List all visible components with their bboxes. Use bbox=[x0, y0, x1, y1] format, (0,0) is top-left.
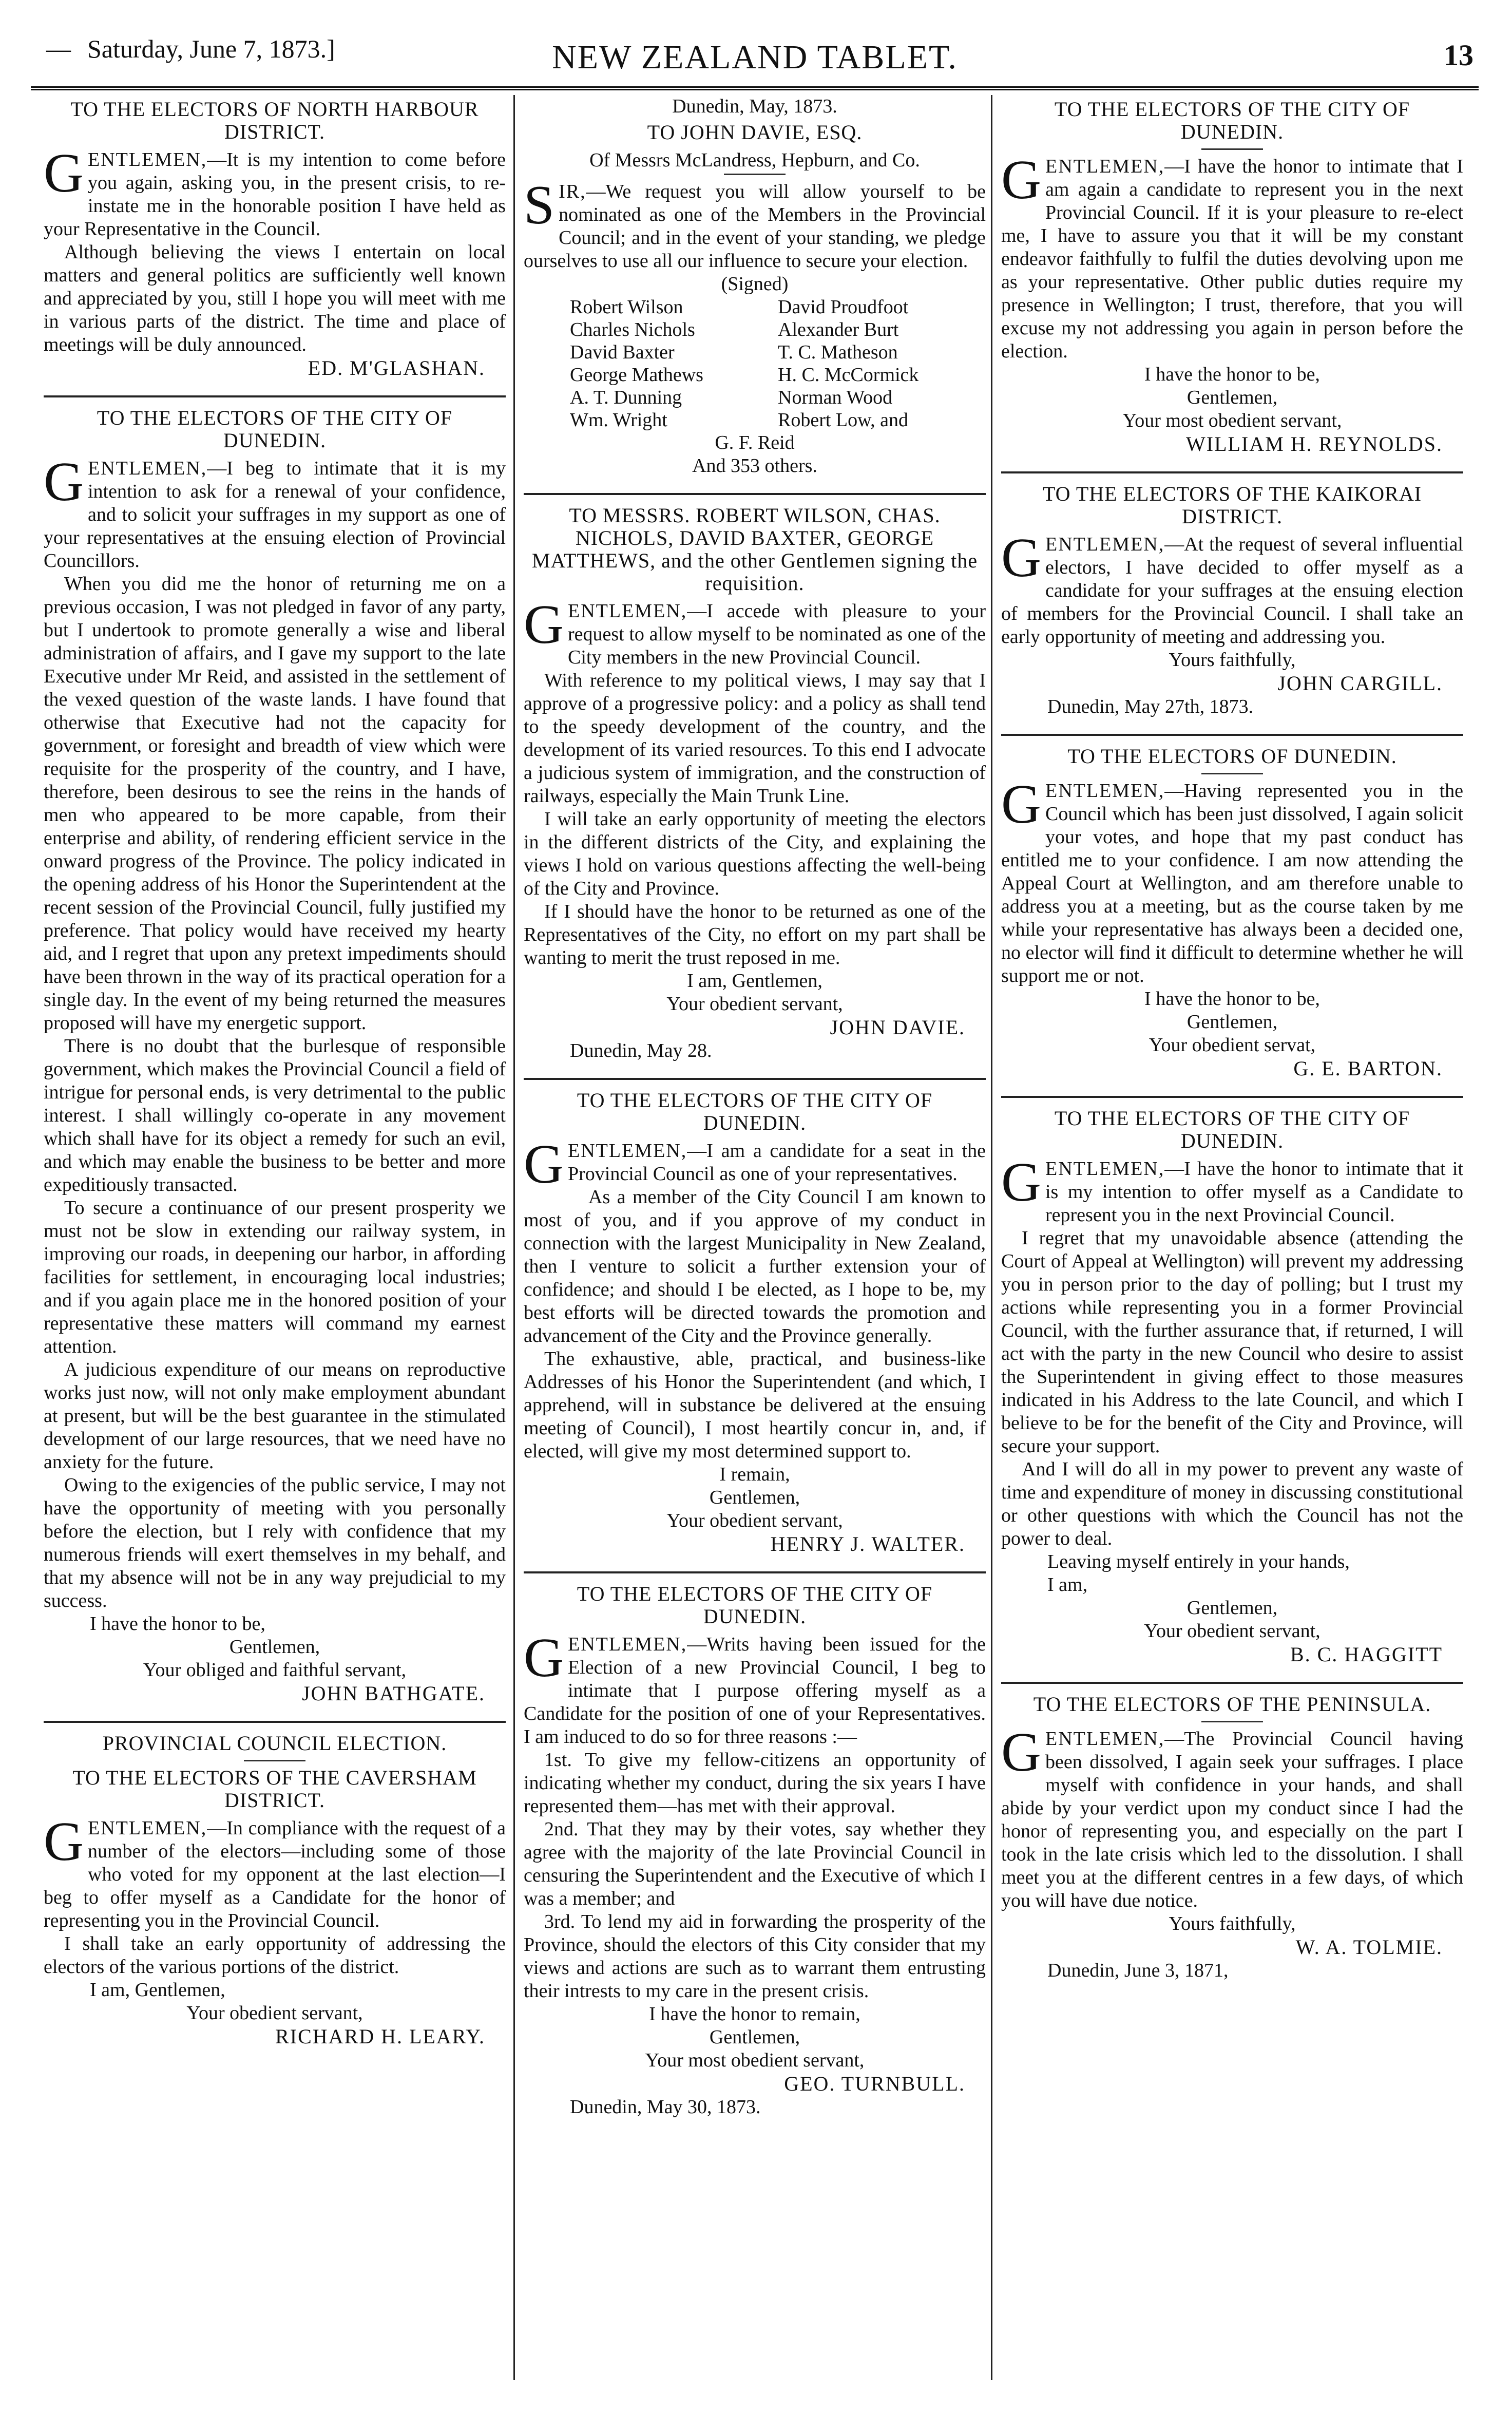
advert-paragraph: GENTLEMEN,—I beg to intimate that it is my intention to ask for a renewal of your confidence, and to solicit your suffrages in my support as one of your representatives at the ensuing election of Provincial Councillors. bbox=[44, 451, 506, 572]
advert-paragraph: GENTLEMEN,—I am a candidate for a seat in the Provincial Council as one of your representatives. bbox=[524, 1134, 986, 1195]
closing-line: Gentlemen, bbox=[709, 2026, 800, 2048]
advert-heading: PROVINCIAL COUNCIL ELECTION. bbox=[102, 1732, 447, 1755]
short-rule bbox=[724, 174, 786, 175]
advert-heading: TO THE ELECTORS OF THE CITY OF DUNEDIN. bbox=[1054, 1107, 1410, 1152]
closing-line: Your most obedient servant, bbox=[1122, 410, 1342, 431]
closing-line: Your most obedient servant, bbox=[645, 2050, 865, 2071]
advert-heading: TO THE ELECTORS OF THE CITY OF DUNEDIN. bbox=[577, 1089, 933, 1134]
advert-paragraph: And I will do all in my power to prevent any waste of time and expenditure of money in discussing constitutional or other questions with which the Council has not the power to deal. bbox=[1001, 1458, 1463, 1549]
advert-separator bbox=[524, 1078, 986, 1080]
masthead bbox=[31, 21, 1479, 92]
signatory: A. T. Dunning bbox=[570, 387, 682, 408]
issue-date: Saturday, June 7, 1873.] bbox=[87, 34, 335, 63]
advert-heading: TO THE ELECTORS OF THE PENINSULA. bbox=[1033, 1693, 1431, 1716]
closing-line: Your obedient servant, bbox=[186, 2002, 363, 2024]
closing-line: I am, bbox=[1047, 1574, 1088, 1596]
short-rule bbox=[1201, 1721, 1263, 1722]
advert-tolmie bbox=[1001, 1693, 1463, 1982]
advert-paragraph: A judicious expenditure of our means on reproductive works just now, will not only make employment abundant at present, but will be the best guarantee in the stimulated development of our large resources, that we need have no anxiety for the future. bbox=[44, 1359, 506, 1473]
drop-cap: G bbox=[524, 1134, 564, 1195]
closing-line: I am, Gentlemen, bbox=[90, 1979, 225, 2001]
advert-paragraph: To secure a continuance of our present prosperity we must not be slow in extending our railway system, in improving our roads, in deepening our harbor, in affording facilities for settlement, in encouraging local industries; and if you again place me in the honored position of your representative these matters will command my earnest attention. bbox=[44, 1197, 506, 1357]
advert-paragraph: I regret that my unavoidable absence (attending the Court of Appeal at Wellington) will prevent my addressing you in person prior to the day of polling; but I trust my actions while representing you in a former Provincial Council, with the further assurance that, if returned, I will act with the party in the new Council who desire to assist the Superintendent in giving effect to those measures indicated in his Address to the late Council, and which I believe to be for the benefit of the City and Province, will secure your support. bbox=[1001, 1227, 1463, 1457]
closing-line: Yours faithfully, bbox=[1169, 1913, 1296, 1934]
advert-paragraph: Although believing the views I entertain on local matters and general politics are sufficiently well known and appreciated by you, still I hope you will meet with me in various parts of the district. The time and place of meetings will be duly announced. bbox=[44, 241, 506, 355]
closing-line: I am, Gentlemen, bbox=[687, 970, 822, 992]
advert-heading: TO THE ELECTORS OF THE CAVERSHAM DISTRICT. bbox=[72, 1766, 477, 1812]
advert-paragraph: GENTLEMEN,—It is my intention to come before you again, asking you, in the present crisis, to re-instate me in the honorable position I have held as your Representative in the Council. bbox=[44, 143, 506, 240]
advert-paragraph: 3rd. To lend my aid in forwarding the prosperity of the Province, should the electors of this City consider that my views and actions are such as to warrant them entrusting their intrests to my care in the present crisis. bbox=[524, 1911, 986, 2002]
signature: W. A. TOLMIE. bbox=[1295, 1935, 1443, 1959]
closing-line: Gentlemen, bbox=[709, 1487, 800, 1508]
advert-paragraph: GENTLEMEN,—The Provincial Council having been dissolved, I again seek your suffrages. I place myself with confidence in your hands, and shall abide by your verdict upon my conduct since I had the honor of representing you, and especially on the part I took in the late crisis which led to the dissolution. I shall meet you at the different centres in a few days, of which you will have due notice. bbox=[1001, 1722, 1463, 1911]
closing-line: Gentlemen, bbox=[1186, 387, 1278, 408]
page-number: 13 bbox=[1444, 39, 1473, 72]
advert-paragraph: GENTLEMEN,—I accede with pleasure to your request to allow myself to be nominated as one of the City members in the new Provincial Council. bbox=[524, 594, 986, 668]
advert-paragraph: 1st. To give my fellow-citizens an opportunity of indicating whether my conduct, during the six years I have represented them—has met with their approval. bbox=[524, 1749, 986, 1817]
signatory-count: And 353 others. bbox=[692, 455, 817, 477]
signatory: H. C. McCormick bbox=[778, 364, 919, 386]
drop-cap: G bbox=[44, 451, 84, 513]
signature: JOHN CARGILL. bbox=[1277, 672, 1443, 695]
advert-bathgate bbox=[44, 407, 506, 1705]
advert-heading: TO THE ELECTORS OF THE CITY OF DUNEDIN. bbox=[1054, 98, 1410, 143]
closing-line: I have the honor to remain, bbox=[649, 2003, 860, 2025]
signatory: Norman Wood bbox=[778, 387, 893, 408]
signature: WILLIAM H. REYNOLDS. bbox=[1186, 432, 1443, 456]
column-divider bbox=[513, 95, 515, 2380]
advert-heading: TO THE ELECTORS OF DUNEDIN. bbox=[1067, 745, 1397, 768]
drop-cap: G bbox=[1001, 774, 1041, 835]
advert-paragraph: SIR,—We request you will allow yourself to be nominated as one of the Members in the Provincial Council; and in the event of your standing, we pledge ourselves to use all our influence to secure your election. bbox=[524, 175, 986, 272]
advert-separator bbox=[1001, 734, 1463, 736]
advert-subheading: Of Messrs McLandress, Hepburn, and Co. bbox=[589, 149, 920, 171]
closing-line: Your obedient servant, bbox=[666, 993, 843, 1015]
closing-line: Your obedient servant, bbox=[1144, 1620, 1320, 1642]
advert-paragraph: 2nd. That they may by their votes, say whether they agree with the majority of the late Provincial Council in censuring the Superintendent and the Executive of which I was a member; and bbox=[524, 1818, 986, 1909]
advert-heading: TO THE ELECTORS OF THE KAIKORAI DISTRICT. bbox=[1042, 482, 1422, 528]
advert-heading: TO THE ELECTORS OF THE CITY OF DUNEDIN. bbox=[97, 406, 453, 452]
drop-cap: G bbox=[44, 143, 84, 204]
column-2 bbox=[524, 95, 986, 2134]
signatory: David Proudfoot bbox=[778, 296, 909, 318]
advert-separator bbox=[1001, 1096, 1463, 1098]
drop-cap: G bbox=[1001, 1152, 1041, 1213]
column-3 bbox=[1001, 95, 1463, 1998]
advert-paragraph: Owing to the exigencies of the public service, I may not have the opportunity of meeting with you personally before the election, but I rely with confidence that my numerous friends will exert themselves in my behalf, and that my absence will not be in any way prejudicial to my success. bbox=[44, 1474, 506, 1611]
advert-heading: TO MESSRS. ROBERT WILSON, CHAS. NICHOLS, DAVID BAXTER, GEORGE MATTHEWS, and the other Gentlemen signing the requisition. bbox=[531, 504, 978, 595]
closing-line: I have the honor to be, bbox=[1144, 988, 1320, 1010]
newspaper-title: NEW ZEALAND TABLET. bbox=[552, 39, 958, 76]
advert-separator bbox=[524, 493, 986, 495]
signatory: Charles Nichols bbox=[570, 319, 695, 340]
dateline: Dunedin, May 28. bbox=[570, 1040, 712, 1061]
advert-separator bbox=[44, 395, 506, 397]
advert-reynolds bbox=[1001, 98, 1463, 456]
advert-davie-reply bbox=[524, 504, 986, 1062]
closing-line: I have the honor to be, bbox=[90, 1613, 265, 1635]
drop-cap: G bbox=[1001, 527, 1041, 589]
advert-paragraph: GENTLEMEN,—I have the honor to intimate that I am again a candidate to represent you in the next Provincial Council. If it is your pleasure to re-elect me, I have to assure you that it will be my constant endeavor faithfully to fulfil the duties devolving upon me as your representative. Other public duties require my presence in Wellington; I trust, therefore, that you will excuse my not addressing you again in person before the election. bbox=[1001, 149, 1463, 362]
drop-cap: G bbox=[44, 1811, 84, 1872]
advert-separator bbox=[44, 1721, 506, 1723]
advert-walter bbox=[524, 1089, 986, 1556]
signatory: Wm. Wright bbox=[570, 409, 667, 431]
drop-cap: G bbox=[1001, 149, 1041, 211]
signature: ED. M'GLASHAN. bbox=[308, 356, 485, 379]
advert-separator bbox=[524, 1571, 986, 1573]
signature: G. E. BARTON. bbox=[1293, 1057, 1443, 1080]
signature: JOHN BATHGATE. bbox=[302, 1682, 485, 1705]
closing-line: Gentlemen, bbox=[1186, 1011, 1278, 1033]
closing-line: Your obedient servant, bbox=[666, 1510, 843, 1531]
advert-paragraph: If I should have the honor to be returned as one of the Representatives of the City, no effort on my part shall be wanting to merit the trust reposed in me. bbox=[524, 901, 986, 969]
short-rule bbox=[1201, 148, 1263, 150]
signature: JOHN DAVIE. bbox=[830, 1016, 965, 1039]
advert-separator bbox=[1001, 1682, 1463, 1684]
advert-paragraph: GENTLEMEN,—I have the honor to intimate that it is my intention to offer myself as a Candidate to represent you in the next Provincial Council. bbox=[1001, 1152, 1463, 1226]
column-1 bbox=[44, 95, 506, 2064]
advert-heading: TO JOHN DAVIE, ESQ. bbox=[647, 121, 863, 144]
closing-line: Your obliged and faithful servant, bbox=[143, 1659, 407, 1681]
advert-north-harbour bbox=[44, 98, 506, 380]
advert-provincial-election bbox=[44, 1732, 506, 2048]
closing-line: Gentlemen, bbox=[229, 1636, 320, 1658]
drop-cap: S bbox=[524, 175, 555, 236]
dateline: Dunedin, May 27th, 1873. bbox=[1047, 696, 1254, 717]
column-divider bbox=[991, 95, 992, 2380]
advert-separator bbox=[1001, 471, 1463, 473]
closing-line: I have the honor to be, bbox=[1144, 364, 1320, 385]
signatory: George Mathews bbox=[570, 364, 703, 386]
signatory: Alexander Burt bbox=[778, 319, 899, 340]
closing-line: Your obedient servat, bbox=[1149, 1034, 1316, 1056]
advert-heading: TO THE ELECTORS OF THE CITY OF DUNEDIN. bbox=[577, 1582, 933, 1628]
signatory: David Baxter bbox=[570, 341, 675, 363]
advert-requisition-davie bbox=[524, 95, 986, 478]
advert-paragraph: GENTLEMEN,—Writs having been issued for the Election of a new Provincial Council, I beg to intimate that I purpose offering myself as a Candidate for the position of one of your Representatives. I am induced to do so for three reasons :— bbox=[524, 1627, 986, 1748]
advert-haggitt bbox=[1001, 1107, 1463, 1666]
advert-paragraph: GENTLEMEN,—Having represented you in the Council which has been just dissolved, I again solicit your votes, and hope that my past conduct has entitled me to your confidence. I am now attending the Appeal Court at Wellington, and am therefore unable to address you at a meeting, but as the course taken by me while your representative has always been a decided one, no elector will find it difficult to determine whether he will support me or not. bbox=[1001, 774, 1463, 986]
masthead-rule bbox=[31, 86, 1479, 90]
advert-heading: TO THE ELECTORS OF NORTH HARBOUR DISTRICT. bbox=[70, 98, 479, 143]
signatory: Robert Wilson bbox=[570, 296, 683, 318]
closing-line: I remain, bbox=[719, 1464, 790, 1485]
short-rule bbox=[1201, 773, 1263, 774]
signature: GEO. TURNBULL. bbox=[784, 2072, 965, 2095]
advert-paragraph: With reference to my political views, I may say that I approve of a progressive policy: and a policy as shall tend to the speedy development of the country, and the development of its varied resources. To this end I advocate a judicious system of immigration, and the construction of railways, especially the Main Trunk Line. bbox=[524, 670, 986, 807]
signature: HENRY J. WALTER. bbox=[770, 1532, 965, 1555]
signatory: G. F. Reid bbox=[715, 432, 795, 453]
signatory: T. C. Matheson bbox=[778, 341, 898, 363]
advert-paragraph: I shall take an early opportunity of addressing the electors of the various portions of the district. bbox=[44, 1933, 506, 1978]
short-rule bbox=[244, 1760, 305, 1761]
closing-line: Yours faithfully, bbox=[1169, 649, 1296, 671]
signed-label: (Signed) bbox=[721, 273, 789, 295]
dateline: Dunedin, May, 1873. bbox=[672, 96, 837, 117]
signatory: Robert Low, and bbox=[778, 409, 908, 431]
drop-cap: G bbox=[1001, 1722, 1041, 1783]
advert-paragraph: GENTLEMEN,—In compliance with the request of a number of the electors—including some of those who voted for my opponent at the last election—I beg to offer myself as a Candidate for the honor of representing you in the Provincial Council. bbox=[44, 1811, 506, 1931]
dateline: Dunedin, May 30, 1873. bbox=[570, 2096, 761, 2118]
advert-cargill bbox=[1001, 483, 1463, 718]
advert-barton bbox=[1001, 745, 1463, 1080]
advert-paragraph: As a member of the City Council I am known to most of you, and if you approve of my conduct in connection with the largest Municipality in New Zealand, then I venture to solicit a further extension your of confidence; and should I be elected, as I hope to be, my best efforts will be directed towards the promotion and advancement of the City and the Province generally. bbox=[524, 1186, 986, 1346]
advert-paragraph: There is no doubt that the burlesque of responsible government, which makes the Provincial Council a field of intrigue for personal ends, is very detrimental to the public interest. I shall willingly co-operate in any movement which shall have for its object a remedy for such an evil, and which may enable the business to be better and more expeditiously transacted. bbox=[44, 1035, 506, 1195]
signature: B. C. HAGGITT bbox=[1290, 1643, 1443, 1666]
dateline: Dunedin, June 3, 1871, bbox=[1047, 1960, 1229, 1981]
closing-line: Gentlemen, bbox=[1186, 1597, 1278, 1619]
drop-cap: G bbox=[524, 1627, 564, 1688]
closing-line: Leaving myself entirely in your hands, bbox=[1047, 1551, 1350, 1572]
signatory-list bbox=[524, 296, 986, 431]
advert-paragraph: GENTLEMEN,—At the request of several influential electors, I have decided to offer myself as a candidate for your suffrages at the ensuing election of members for the Provincial Council. I shall take an early opportunity of meeting and addressing you. bbox=[1001, 527, 1463, 648]
advert-turnbull bbox=[524, 1583, 986, 2119]
advert-paragraph: When you did me the honor of returning me on a previous occasion, I was not pledged in favor of any party, but I undertook to promote generally a wise and liberal administration of affairs, and I gave my support to the late Executive under Mr Reid, and assisted in the settlement of the vexed question of the waste lands. I have found that otherwise that Executive had not the capacity for government, or foresight and breadth of view which were requisite for the prosperity of the country, and I have, therefore, been desirous to see the reins in the hands of men who appeared to be more capable, from their enterprise and ability, of rendering efficient service in the onward progress of the Province. The policy indicated in the opening address of his Honor the Superintendent at the recent session of the Provincial Council, fully justified my preference. That policy would have received my hearty aid, and I regret that upon any pretext impediments should have been thrown in the way of its practical operation for a single day. In the event of my being returned the measures proposed will have my energetic support. bbox=[44, 573, 506, 1034]
advert-paragraph: I will take an early opportunity of meeting the electors in the different districts of the City, and explaining the views I hold on various questions affecting the well-being of the City and Province. bbox=[524, 808, 986, 899]
corner-mark-icon: — bbox=[46, 35, 71, 63]
advert-paragraph: The exhaustive, able, practical, and business-like Addresses of his Honor the Superintendent (and which, I apprehend, will in substance be delivered at the ensuing meeting of Council), I most heartily concur in, and, if elected, will give my most determined support to. bbox=[524, 1348, 986, 1462]
drop-cap: G bbox=[524, 594, 564, 655]
signature: RICHARD H. LEARY. bbox=[275, 2025, 485, 2048]
